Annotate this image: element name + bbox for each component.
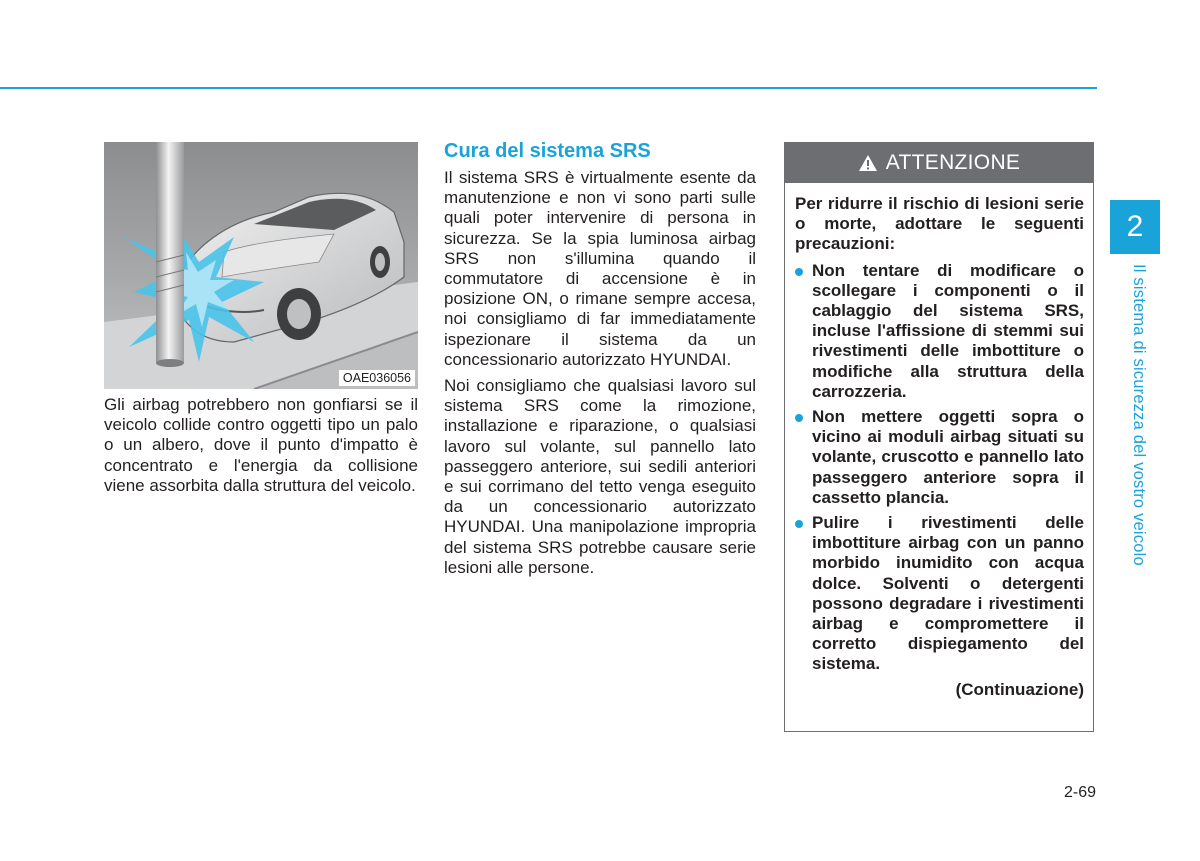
warning-item bbox=[795, 513, 1084, 675]
figure-caption: Gli airbag potrebbero non gonfiarsi se il veicolo collide contro oggetti tipo un palo o un albero, dove il punto d'impatto è concentrato e l'energia da collisione viene assorbita dalla struttura del veicolo. bbox=[104, 395, 418, 495]
section-paragraph: Il sistema SRS è virtualmente esente da manutenzione e non vi sono parti sulle quali poter intervenire di persona in sicurezza. Se la spia luminosa airbag SRS non s'illumina quando il commutatore di accensione è in posizione ON, o rimane sempre accesa, noi consigliamo di far immediatamente ispezionare il sistema da un concessionario autorizzato HYUNDAI. bbox=[444, 168, 756, 369]
warning-triangle-icon bbox=[858, 154, 878, 172]
header-rule bbox=[0, 87, 1097, 89]
warning-intro: Per ridurre il rischio di lesioni serie o morte, adottare le seguenti precauzioni: bbox=[795, 194, 1084, 254]
section-paragraph: Noi consigliamo che qualsiasi lavoro sul sistema SRS come la rimozione, installazione e riparazione, o qualsiasi lavoro sul volante, sul pannello lato passeggero anteriore, sui sedili anteriori e sui corrimano del tetto venga eseguito da un concessionario autorizzato HYUNDAI. Una manipolazione impropria del sistema SRS potrebbe causare serie lesioni alle persone. bbox=[444, 376, 756, 577]
bullet-icon bbox=[795, 520, 803, 528]
page-number: 2-69 bbox=[1063, 784, 1096, 801]
section-body bbox=[444, 168, 756, 584]
figure-code: OAE036056 bbox=[339, 370, 415, 386]
section-title: Cura del sistema SRS bbox=[444, 140, 651, 162]
continuation-label: (Continuazione) bbox=[955, 679, 1084, 699]
warning-item bbox=[795, 261, 1084, 402]
warning-list bbox=[795, 261, 1084, 675]
warning-box bbox=[784, 142, 1094, 732]
bullet-icon bbox=[795, 414, 803, 422]
warning-item bbox=[795, 407, 1084, 508]
chapter-number-tab: 2 bbox=[1110, 200, 1160, 254]
warning-item-text: Pulire i rivestimenti delle imbottiture airbag con un panno morbido inumidito con acqua dolce. Solventi o detergenti possono degradare i rivestimenti airbag e compromettere il corretto dispiegamento del sistema. bbox=[812, 513, 1084, 674]
warning-title: ATTENZIONE bbox=[885, 151, 1021, 174]
warning-item-text: Non mettere oggetti sopra o vicino ai moduli airbag situati su volante, cruscotto e pannello lato passeggero anteriore sopra il cassetto plancia. bbox=[812, 407, 1084, 507]
chapter-title: Il sistema di sicurezza del vostro veicolo bbox=[1130, 264, 1148, 566]
warning-header bbox=[785, 143, 1093, 183]
warning-item-text: Non tentare di modificare o scollegare i componenti o il cablaggio del sistema SRS, incluse l'affissione di stemmi sui rivestimenti delle imbottiture o modifiche alla struttura della carrozzeria. bbox=[812, 260, 1084, 401]
crash-illustration bbox=[104, 142, 418, 389]
car-pole-impact-image bbox=[104, 142, 418, 389]
warning-body bbox=[785, 183, 1093, 700]
bullet-icon bbox=[795, 268, 803, 276]
